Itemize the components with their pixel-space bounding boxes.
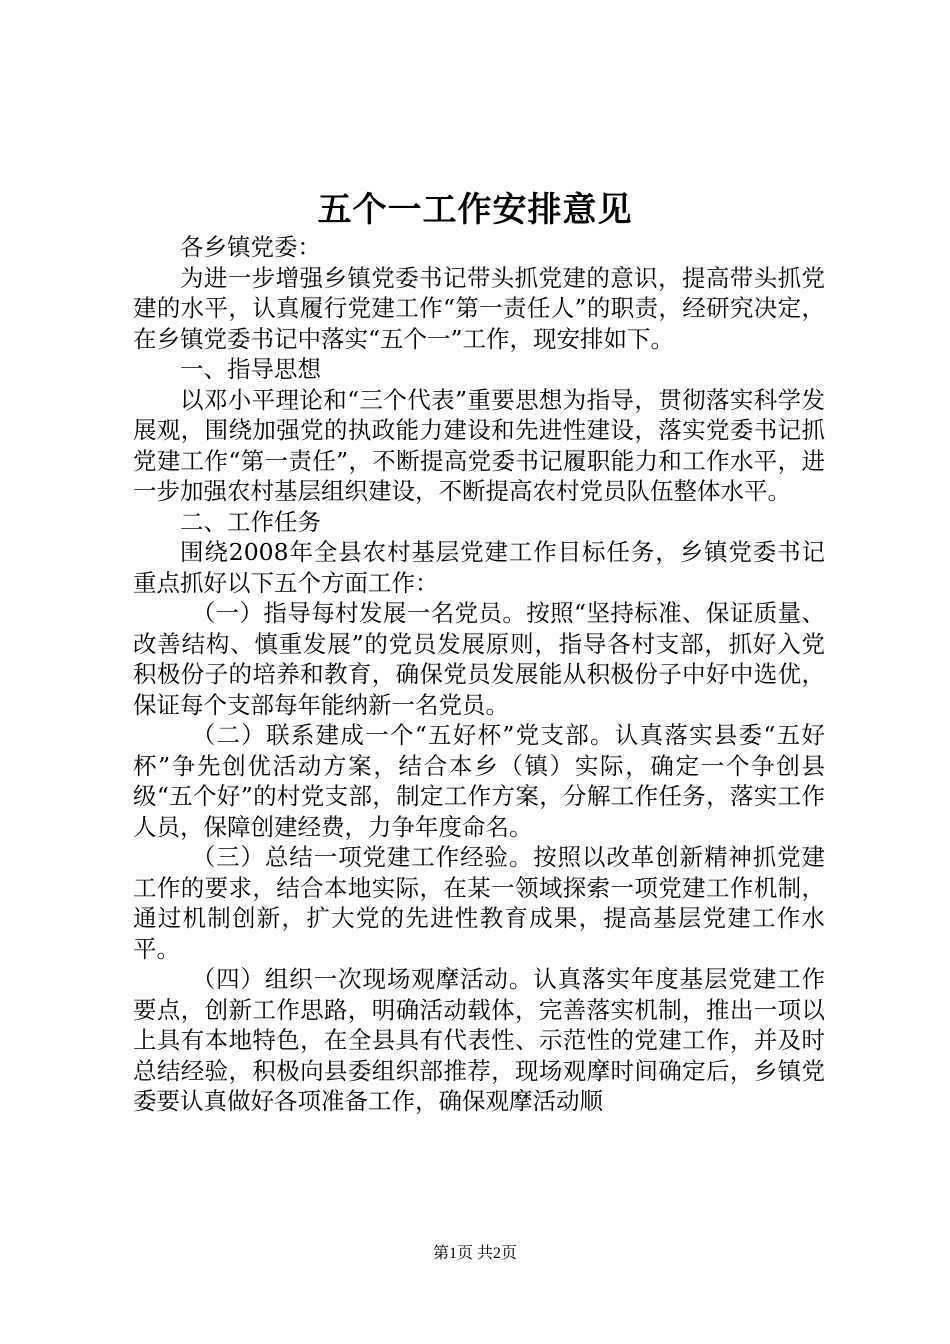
paragraph-task-3: （三）总结一项党建工作经验。按照以改革创新精神抓党建工作的要求，结合本地实际，在某一领域探索一项党建工作机制，通过机制创新，扩大党的先进性教育成果，提高基层党建工作水平。 bbox=[133, 843, 825, 963]
salutation: 各乡镇党委： bbox=[180, 233, 321, 261]
paragraph-task-1: （一）指导每村发展一名党员。按照“坚持标准、保证质量、改善结构、慎重发展”的党员发展原则，指导各村支部，抓好入党积极份子的培养和教育，确保党员发展能从积极份子中好中选优，保证每个支部每年能纳新一名党员。 bbox=[133, 599, 825, 719]
section-heading-guiding-thought: 一、指导思想 bbox=[180, 355, 321, 383]
paragraph-task-2: （二）联系建成一个“五好杯”党支部。认真落实县委“五好杯”争先创优活动方案，结合本乡（镇）实际，确定一个争创县级“五个好”的村党支部，制定工作方案，分解工作任务，落实工作人员，保障创建经费，力争年度命名。 bbox=[133, 721, 825, 841]
document-title: 五个一工作安排意见 bbox=[317, 190, 633, 230]
paragraph-intro: 为进一步增强乡镇党委书记带头抓党建的意识，提高带头抓党建的水平，认真履行党建工作“第一责任人”的职责，经研究决定，在乡镇党委书记中落实“五个一”工作，现安排如下。 bbox=[133, 263, 825, 353]
page-number: 第1页 共2页 bbox=[432, 1245, 517, 1262]
paragraph-tasks-intro: 围绕2008年全县农村基层党建工作目标任务，乡镇党委书记重点抓好以下五个方面工作： bbox=[133, 538, 825, 597]
paragraph-guiding-thought: 以邓小平理论和“三个代表”重要思想为指导，贯彻落实科学发展观，围绕加强党的执政能力建设和先进性建设，落实党委书记抓党建工作“第一责任”，不断提高党委书记履职能力和工作水平，进一步加强农村基层组织建设，不断提高农村党员队伍整体水平。 bbox=[133, 385, 825, 505]
paragraph-task-4: （四）组织一次现场观摩活动。认真落实年度基层党建工作要点，创新工作思路，明确活动载体，完善落实机制，推出一项以上具有本地特色，在全县具有代表性、示范性的党建工作，并及时总结经验，积极向县委组织部推荐，现场观摩时间确定后，乡镇党委要认真做好各项准备工作，确保观摩活动顺 bbox=[133, 965, 825, 1115]
section-heading-tasks: 二、工作任务 bbox=[180, 507, 321, 536]
document-body bbox=[133, 232, 825, 1117]
